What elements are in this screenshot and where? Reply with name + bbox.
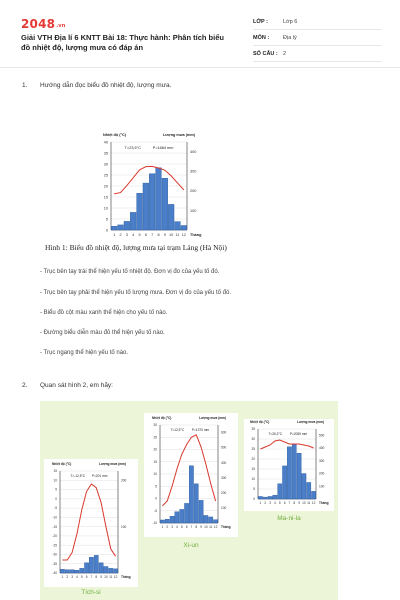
rainfall-bar [175, 222, 181, 230]
rain-tick-label: 600 [221, 430, 227, 435]
right-axis-title: Lượng mưa (mm) [297, 420, 324, 424]
temp-tick-label: 35 [103, 151, 108, 156]
rainfall-bar [180, 509, 184, 523]
rainfall-bar [143, 183, 149, 230]
rainfall-bar [99, 563, 103, 573]
x-axis-title: Tháng [319, 501, 329, 506]
rain-tick-label: 400 [190, 150, 197, 155]
question-2 [22, 382, 113, 389]
month-tick-label: 10 [302, 501, 306, 506]
month-tick-label: 2 [166, 525, 169, 530]
rainfall-bar [113, 569, 117, 573]
info-value: Địa lý [283, 34, 297, 41]
temp-tick-label: 5 [155, 484, 157, 489]
x-axis-title: Tháng [190, 232, 202, 237]
rain-tick-label: 400 [319, 446, 325, 451]
rainfall-bar [75, 570, 79, 573]
temp-tick-label: -20 [52, 534, 57, 539]
temp-tick-label: 25 [103, 173, 108, 178]
rainfall-bar [273, 495, 277, 499]
chart-card-tichsi [44, 459, 138, 587]
month-tick-label: 12 [213, 525, 218, 530]
month-tick-label: 6 [283, 501, 286, 506]
temp-tick-label: 0 [105, 228, 108, 233]
temp-tick-label: 10 [251, 477, 255, 482]
month-tick-label: 10 [104, 575, 108, 580]
rain-tick-label: 300 [221, 475, 227, 480]
left-axis-title: Nhiệt độ (°C) [152, 416, 172, 420]
month-tick-label: 5 [138, 232, 141, 237]
annotation-rain: P=1684 mm [152, 145, 174, 150]
temp-tick-label: 20 [153, 447, 157, 452]
temp-tick-label: 20 [251, 457, 255, 462]
chart-card-xiun [144, 413, 238, 537]
station-label-xiun: Xi-un [183, 542, 199, 549]
rainfall-bar [137, 193, 143, 230]
temp-tick-label: 30 [103, 162, 108, 167]
station-label-manila: Ma-ni-la [277, 515, 301, 522]
info-value: 2 [283, 50, 287, 57]
temp-tick-label: 10 [53, 478, 57, 483]
climate-chart-tichsi [44, 459, 138, 587]
month-tick-label: 10 [169, 232, 174, 237]
rainfall-bar [199, 500, 203, 523]
temp-tick-label: -35 [52, 561, 57, 566]
month-tick-label: 5 [278, 501, 281, 506]
temp-tick-label: -15 [52, 524, 57, 529]
rainfall-bar [170, 516, 174, 523]
rainfall-bar [194, 484, 198, 523]
month-tick-label: 8 [293, 501, 296, 506]
rainfall-bar [175, 512, 179, 523]
month-tick-label: 8 [195, 525, 198, 530]
month-tick-label: 9 [163, 232, 166, 237]
rain-tick-label: 100 [121, 524, 127, 529]
rainfall-bar [165, 519, 169, 523]
annotation-rain: P=2055 mm [289, 432, 308, 437]
temp-tick-label: 40 [103, 140, 108, 145]
month-tick-label: 4 [274, 501, 276, 506]
rain-tick-label: 200 [319, 471, 325, 476]
figure-1-chart [91, 132, 213, 244]
month-tick-label: 1 [113, 232, 116, 237]
temp-tick-label: -10 [152, 521, 157, 526]
climate-chart-xiun [144, 413, 238, 537]
bullet-item: - Trục bên tay phải thể hiện yếu tố lượng mưa. Đơn vị đo của yếu tố đó. [40, 290, 232, 296]
rainfall-bar [263, 497, 267, 499]
rainfall-bar [184, 503, 188, 523]
rain-tick-label: 100 [319, 484, 325, 489]
rain-tick-label: 100 [190, 208, 197, 213]
temperature-line [62, 484, 115, 560]
annotation-rain: P=1370 mm [191, 428, 210, 433]
rain-tick-label: 300 [190, 169, 197, 174]
rainfall-bar [111, 226, 117, 230]
month-tick-label: 7 [90, 575, 93, 580]
rain-tick-label: 200 [121, 478, 127, 483]
right-axis-title: Lượng mưa (mm) [99, 462, 126, 466]
month-tick-label: 2 [264, 501, 267, 506]
rainfall-bar [268, 496, 272, 499]
month-tick-label: 12 [113, 575, 118, 580]
month-tick-label: 3 [71, 575, 73, 580]
logo-ext: .vn [56, 23, 66, 29]
climate-chart-manila [244, 419, 334, 511]
month-tick-label: 7 [151, 232, 154, 237]
month-tick-label: 7 [288, 501, 291, 506]
month-tick-label: 12 [311, 501, 316, 506]
info-label: SỐ CÂU : [253, 50, 278, 57]
month-tick-label: 3 [269, 501, 271, 506]
month-tick-label: 3 [125, 232, 128, 237]
month-tick-label: 11 [307, 501, 311, 506]
left-axis-title: Nhiệt độ (°C) [250, 420, 270, 424]
month-tick-label: 7 [190, 525, 193, 530]
rainfall-bar [149, 174, 155, 230]
month-tick-label: 6 [85, 575, 88, 580]
right-axis-title: Lượng mưa (mm) [162, 133, 195, 137]
annotation-temp: T=-12,5°C [70, 474, 86, 479]
x-axis-title: Tháng [221, 525, 231, 530]
bullet-item: - Trục ngang thể hiện yếu tố nào. [40, 350, 129, 356]
temp-tick-label: 0 [55, 496, 57, 501]
station-label-tichsi: Tích-si [81, 589, 101, 596]
temp-tick-label: 15 [153, 459, 157, 464]
month-tick-label: 10 [204, 525, 208, 530]
month-tick-label: 5 [180, 525, 183, 530]
rainfall-bar [302, 474, 306, 499]
temp-tick-label: 0 [253, 497, 255, 502]
rainfall-bar [297, 453, 301, 499]
rainfall-bar [168, 204, 174, 230]
question-number: 1. [22, 82, 28, 89]
rainfall-bar [124, 221, 130, 230]
rain-tick-label: 400 [221, 460, 227, 465]
rainfall-bar [162, 178, 168, 230]
question-1 [22, 82, 171, 89]
temp-tick-label: -5 [54, 506, 57, 511]
month-tick-label: 11 [175, 232, 180, 237]
climate-chart-lang [91, 132, 213, 244]
month-tick-label: 4 [176, 525, 178, 530]
rainfall-bar [94, 555, 98, 573]
month-tick-label: 3 [171, 525, 173, 530]
temp-tick-label: 20 [103, 184, 108, 189]
annotation-temp: T=23,5°C [124, 145, 141, 150]
annotation-temp: T=12,5°C [170, 428, 185, 433]
month-tick-label: 8 [157, 232, 160, 237]
rainfall-bar [118, 225, 124, 230]
question-number: 2. [22, 382, 28, 389]
month-tick-label: 2 [119, 232, 122, 237]
month-tick-label: 9 [100, 575, 102, 580]
rainfall-bar [311, 491, 315, 499]
rainfall-bar [109, 568, 113, 573]
month-tick-label: 4 [132, 232, 135, 237]
rainfall-bar [160, 520, 164, 523]
month-tick-label: 8 [95, 575, 98, 580]
temp-tick-label: 0 [155, 496, 157, 501]
rainfall-bar [209, 517, 213, 523]
rainfall-bar [156, 168, 162, 230]
month-tick-label: 6 [144, 232, 147, 237]
rainfall-bar [282, 466, 286, 499]
logo-text: 2048 [21, 17, 56, 31]
temp-tick-label: 10 [103, 206, 108, 211]
rainfall-bar [204, 515, 208, 523]
annotation-rain: P=201 mm [91, 474, 108, 479]
question-text: Hướng dẫn đọc biểu đồ nhiệt độ, lượng mưa. [40, 82, 172, 89]
month-tick-label: 1 [161, 525, 164, 530]
figure-2-panel [40, 401, 338, 600]
month-tick-label: 6 [185, 525, 188, 530]
info-row-class [253, 14, 381, 30]
rainfall-bar [307, 482, 311, 499]
temp-tick-label: -10 [52, 515, 57, 520]
temp-tick-label: 30 [153, 423, 157, 428]
x-axis-title: Tháng [121, 575, 131, 580]
rainfall-bar [181, 226, 187, 230]
left-axis-title: Nhiệt độ (°C) [103, 133, 127, 137]
month-tick-label: 9 [200, 525, 202, 530]
temp-tick-label: -30 [52, 552, 57, 557]
temp-tick-label: 5 [105, 217, 108, 222]
temp-tick-label: -5 [154, 508, 157, 513]
temperature-line [162, 435, 215, 506]
document-title: Giải VTH Địa lí 6 KNTT Bài 18: Thực hành: Phân tích biểu đồ nhiệt độ, lượng mưa có đáp án [21, 33, 224, 52]
annotation-temp: T=26,3°C [268, 432, 283, 437]
rainfall-bar [70, 570, 74, 573]
rain-tick-label: 100 [221, 506, 227, 511]
month-tick-label: 1 [61, 575, 64, 580]
rainfall-bar [104, 567, 108, 573]
temp-tick-label: 35 [251, 427, 255, 432]
rainfall-bar [89, 557, 93, 573]
right-axis-title: Lượng mưa (mm) [199, 416, 226, 420]
temp-tick-label: -40 [52, 571, 57, 576]
rainfall-bar [258, 496, 262, 499]
rainfall-bar [189, 466, 193, 523]
rainfall-bar [287, 447, 291, 499]
temp-tick-label: 25 [153, 435, 157, 440]
bullet-item: - Đường biểu diễn màu đỏ thể hiện yếu tố nào. [40, 330, 165, 336]
temp-tick-label: 15 [251, 467, 255, 472]
temp-tick-label: -25 [52, 543, 57, 548]
temp-tick-label: 30 [251, 437, 255, 442]
rain-tick-label: 300 [319, 458, 325, 463]
month-tick-label: 11 [109, 575, 113, 580]
temp-tick-label: 10 [153, 472, 157, 477]
month-tick-label: 5 [80, 575, 83, 580]
temp-tick-label: 5 [55, 487, 57, 492]
rain-tick-label: 200 [221, 490, 227, 495]
month-tick-label: 1 [259, 501, 262, 506]
temp-tick-label: 15 [103, 195, 108, 200]
site-logo[interactable] [21, 17, 66, 31]
chart-card-manila [244, 419, 334, 511]
month-tick-label: 9 [298, 501, 300, 506]
rainfall-bar [292, 444, 296, 499]
bullet-item: - Biểu đồ cột màu xanh thể hiện cho yếu tố nào. [40, 310, 168, 316]
header-divider [0, 67, 400, 68]
rainfall-bar [130, 212, 136, 230]
temp-tick-label: 25 [251, 447, 255, 452]
month-tick-label: 4 [76, 575, 78, 580]
month-tick-label: 12 [181, 232, 186, 237]
rainfall-bar [278, 484, 282, 499]
info-row-subject [253, 30, 381, 46]
figure-1-caption: Hình 1: Biểu đồ nhiệt độ, lượng mưa tại trạm Láng (Hà Nội) [45, 243, 227, 252]
info-table [253, 14, 381, 62]
rain-tick-label: 200 [190, 189, 197, 194]
rain-tick-label: 500 [221, 445, 227, 450]
rain-tick-label: 500 [319, 433, 325, 438]
left-axis-title: Nhiệt độ (°C) [52, 462, 72, 466]
info-value: Lớp 6 [283, 18, 298, 25]
rainfall-bar [213, 520, 217, 523]
info-label: MÔN : [253, 34, 270, 41]
question-text: Quan sát hình 2, em hãy: [40, 382, 113, 389]
rainfall-bar [60, 569, 64, 573]
month-tick-label: 2 [66, 575, 69, 580]
rainfall-bar [80, 568, 84, 573]
month-tick-label: 11 [209, 525, 213, 530]
rainfall-bar [84, 563, 88, 573]
info-label: LỚP : [253, 18, 268, 25]
temperature-line [260, 440, 313, 449]
temp-tick-label: 5 [253, 487, 255, 492]
rainfall-bar [65, 570, 69, 573]
bullet-item: - Trục bên tay trái thể hiện yếu tố nhiệt độ. Đơn vị đo của yếu tố đó. [40, 269, 220, 275]
temp-tick-label: 15 [53, 469, 57, 474]
info-row-count [253, 46, 381, 62]
page-header [0, 0, 400, 62]
temperature-line [114, 166, 184, 194]
